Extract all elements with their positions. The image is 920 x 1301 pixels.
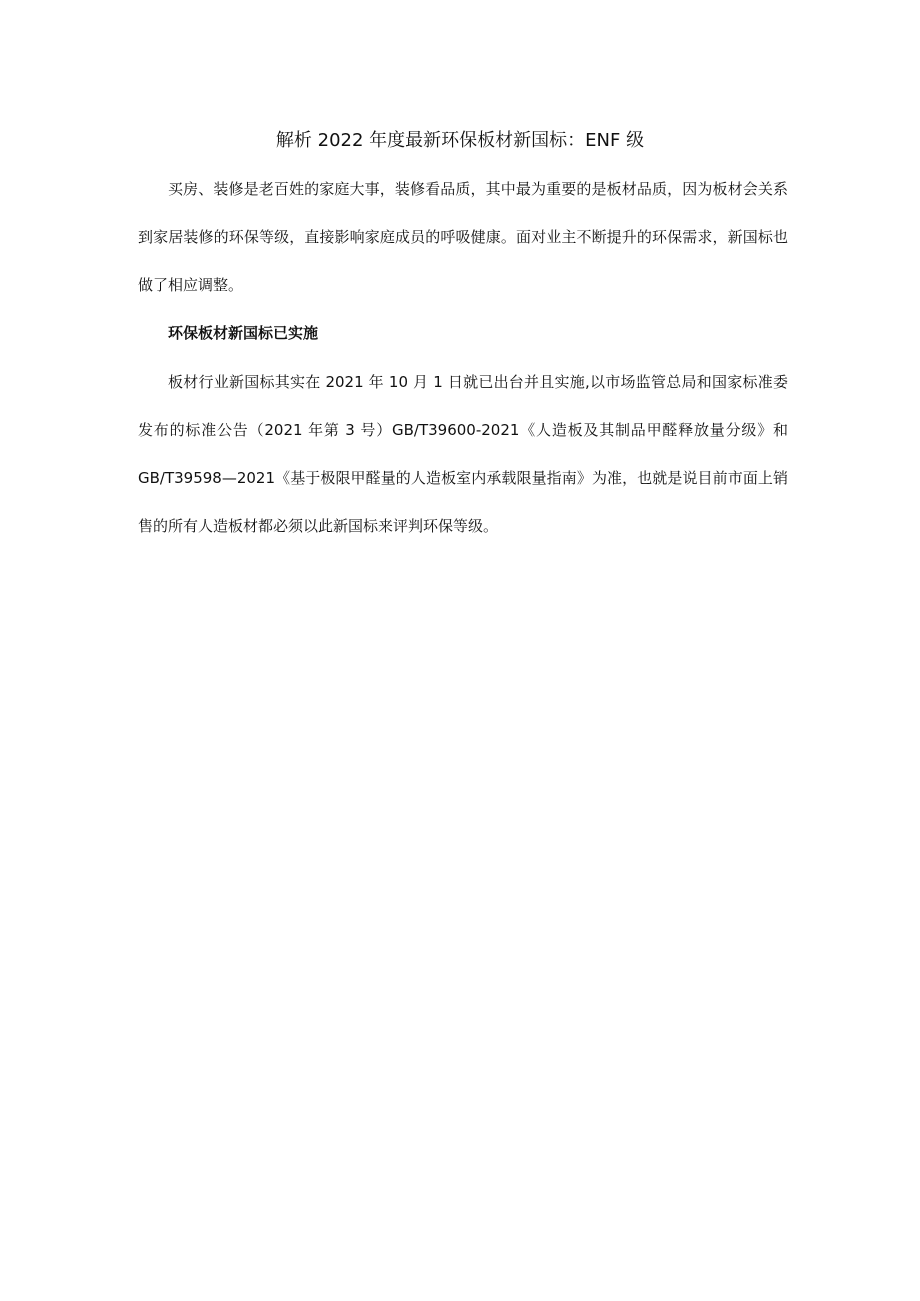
- section-heading: 环保板材新国标已实施: [168, 324, 319, 342]
- intro-paragraph: 买房、装修是老百姓的家庭大事，装修看品质，其中最为重要的是板材品质，因为板材会关系到家居装修的环保等级，直接影响家庭成员的呼吸健康。面对业主不断提升的环保需求，新国标也做了相应调整。: [138, 180, 788, 294]
- document-title: 解析 2022 年度最新环保板材新国标：ENF 级: [275, 130, 645, 151]
- section-paragraph: 板材行业新国标其实在 2021 年 10 月 1 日就已出台并且实施,以市场监管总局和国家标准委发布的标准公告（2021 年第 3 号）GB/T39600-2021《人造板及其制品甲醛释放量分级》和 GB/T39598—2021《基于极限甲醛量的人造板室内承载限量指南》为准，也就是说目前市面上销售的所有人造板材都必须以此新国标来评判环保等级。: [138, 373, 788, 535]
